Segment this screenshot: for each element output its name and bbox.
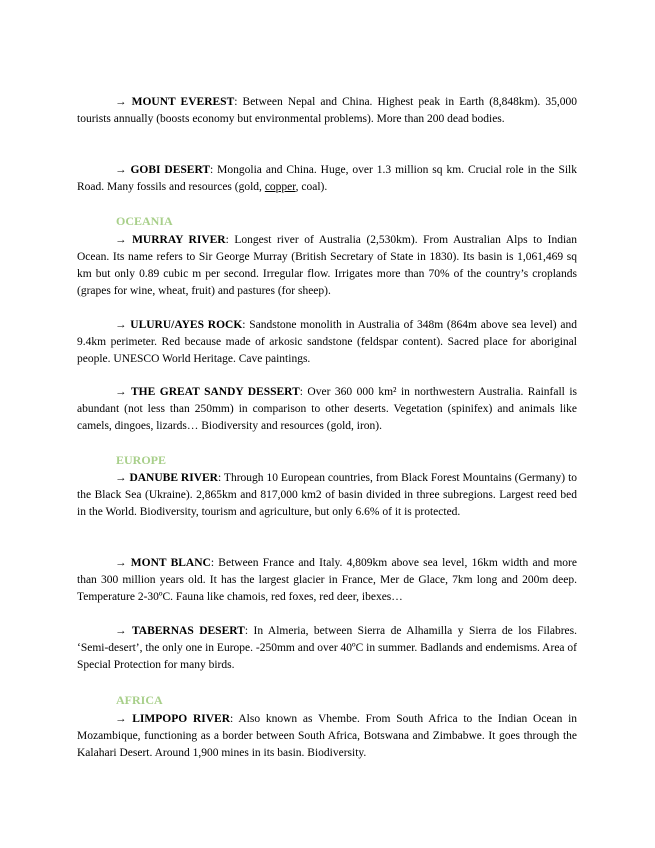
arrow-icon: → bbox=[115, 472, 127, 484]
entry-term: ULURU/AYES ROCK bbox=[130, 319, 243, 331]
entry-term: TABERNAS DESERT bbox=[131, 625, 245, 637]
entry-text: : Sandstone monolith in Australia of 348m (864m above sea level) and 9.4km perimeter. Red because made of arkosic sandstone (feldspar content). Sacred place for aboriginal people. UNESCO World Heritage. Cave paintings. bbox=[77, 319, 577, 365]
entry-great-sandy-desert bbox=[77, 384, 577, 435]
entry-text: : Longest river of Australia (2,530km). From Australian Alps to Indian Ocean. Its name refers to Sir George Murray (British Secretary of State in 1830). Its basin is 1,061,469 sq km but only 0.89 cubic m per second. Irregular flow. Irrigates more than 70% of the country’s croplands (grapes for wine, wheat, fruit) and pastures (for sheep). bbox=[77, 234, 578, 297]
arrow-icon: → bbox=[115, 557, 127, 569]
entry-uluru bbox=[77, 317, 577, 368]
arrow-icon: → bbox=[115, 96, 127, 108]
entry-mount-everest bbox=[77, 94, 577, 128]
entry-gobi-desert bbox=[77, 162, 577, 196]
entry-text: , coal). bbox=[295, 181, 328, 193]
entry-limpopo-river bbox=[77, 711, 577, 762]
entry-text: : In Almeria, between Sierra de Alhamilla y Sierra de los Filabres. ‘Semi-desert’, the only one in Europe. -250mm and over 40ºC in summer. Badlands and endemisms. Area of Special Protection for many birds. bbox=[77, 625, 577, 671]
arrow-icon: → bbox=[115, 713, 127, 725]
arrow-icon: → bbox=[115, 625, 127, 637]
entry-text: : Through 10 European countries, from Black Forest Mountains (Germany) to the Black Sea (Ukraine). 2,865km and 817,000 km2 of basin divided in three subregions. Largest reed bed in the World. Biodiversity, tourism and agriculture, but only 6.6% of it is protected. bbox=[77, 472, 578, 518]
entry-term: GOBI DESERT bbox=[130, 164, 211, 176]
entry-murray-river bbox=[77, 232, 577, 300]
entry-text: : Also known as Vhembe. From South Africa to the Indian Ocean in Mozambique, functioning as a border between South Africa, Botswana and Zimbabwe. It goes through the Kalahari Desert. Around 1,900 mines in its basin. Biodiversity. bbox=[77, 713, 578, 759]
entry-text: : Mongolia and China. Huge, over 1.3 million sq km. Crucial role in the Silk Road. Many fossils and resources (gold, bbox=[77, 164, 577, 193]
entry-tabernas-desert bbox=[77, 623, 577, 674]
entry-term: LIMPOPO RIVER bbox=[132, 713, 231, 725]
entry-term: DANUBE RIVER bbox=[129, 472, 218, 484]
entry-term: THE GREAT SANDY DESSERT bbox=[130, 386, 300, 398]
arrow-icon: → bbox=[115, 164, 127, 176]
entry-text: : Between Nepal and China. Highest peak in Earth (8,848km). 35,000 tourists annually (boosts economy but environmental problems). More than 200 dead bodies. bbox=[77, 96, 578, 125]
copper-link[interactable]: copper bbox=[264, 181, 296, 193]
entry-mont-blanc bbox=[77, 555, 577, 606]
entry-term: MONT BLANC bbox=[130, 557, 211, 569]
entry-danube-river bbox=[77, 470, 577, 521]
section-heading-africa: AFRICA bbox=[116, 693, 163, 707]
entry-term: MOUNT EVEREST bbox=[131, 96, 235, 108]
entry-term: MURRAY RIVER bbox=[132, 234, 226, 246]
section-heading-oceania: OCEANIA bbox=[116, 214, 173, 228]
arrow-icon: → bbox=[115, 319, 127, 331]
entry-text: : Between France and Italy. 4,809km above sea level, 16km width and more than 300 million years old. It has the largest glacier in France, Mer de Glace, 7km long and 200m deep. Temperature 2-30ºC. Fauna like chamois, red foxes, red deer, ibexes… bbox=[77, 557, 577, 603]
section-heading-europe: EUROPE bbox=[116, 453, 167, 467]
arrow-icon: → bbox=[115, 234, 127, 246]
arrow-icon: → bbox=[115, 386, 127, 398]
entry-text: : Over 360 000 km² in northwestern Australia. Rainfall is abundant (not less than 250mm) in comparison to other deserts. Vegetation (spinifex) and animals like camels, dingoes, lizards… Biodiversity and resources (gold, iron). bbox=[77, 386, 577, 432]
